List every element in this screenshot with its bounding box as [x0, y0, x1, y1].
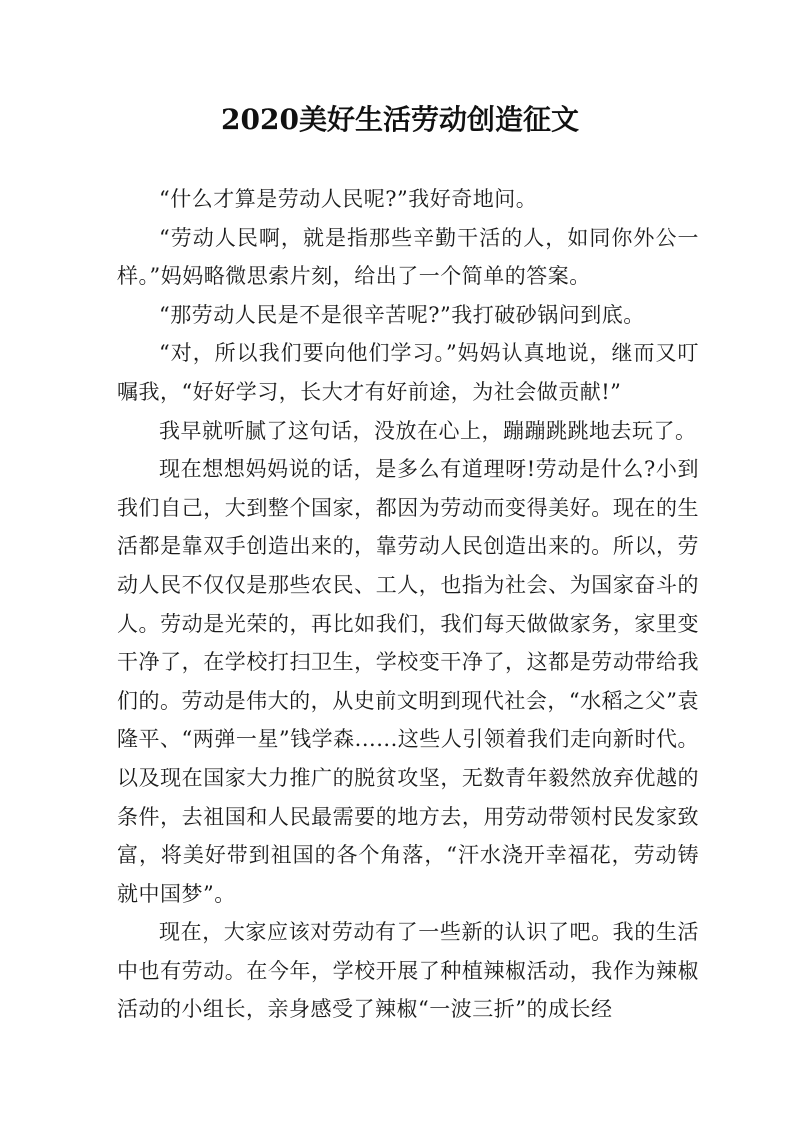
paragraph: “什么才算是劳动人民呢?”我好奇地问。: [159, 187, 538, 211]
document-body: [117, 180, 699, 1029]
paragraph: “劳动人民啊，就是指那些辛勤干活的人，如同你外公一样。”妈妈略微思索片刻，给出了一个简单的答案。: [117, 225, 699, 289]
document-title: 2020美好生活劳动创造征文: [221, 103, 579, 136]
paragraph: 我早就听腻了这句话，没放在心上，蹦蹦跳跳地去玩了。: [159, 418, 697, 443]
paragraph: 现在想想妈妈说的话，是多么有道理呀!劳动是什么?小到我们自己，大到整个国家，都因为劳动而变得美好。现在的生活都是靠双手创造出来的，靠劳动人民创造出来的。所以，劳动人民不仅仅是那些农民、工人，也指为社会、为国家奋斗的人。劳动是光荣的，再比如我们，我们每天做做家务，家里变干净了，在学校打扫卫生，学校变干净了，这都是劳动带给我们的。劳动是伟大的，从史前文明到现代社会，“水稻之父”袁隆平、“两弹一星”钱学森......这些人引领着我们走向新时代。以及现在国家大力推广的脱贫攻坚，无数青年毅然放弃优越的条件，去祖国和人民最需要的地方去，用劳动带领村民发家致富，将美好带到祖国的各个角落，“汗水浇开幸福花，劳动铸就中国梦”。: [117, 457, 699, 906]
paragraph: 现在，大家应该对劳动有了一些新的认识了吧。我的生活中也有劳动。在今年，学校开展了种植辣椒活动，我作为辣椒活动的小组长，亲身感受了辣椒“一波三折”的成长经: [117, 920, 699, 1022]
paragraph: “对，所以我们要向他们学习。”妈妈认真地说，继而又叮嘱我，“好好学习，长大才有好前途，为社会做贡献!”: [117, 341, 699, 404]
paragraph: “那劳动人民是不是很辛苦呢?”我打破砂锅问到底。: [159, 302, 645, 327]
